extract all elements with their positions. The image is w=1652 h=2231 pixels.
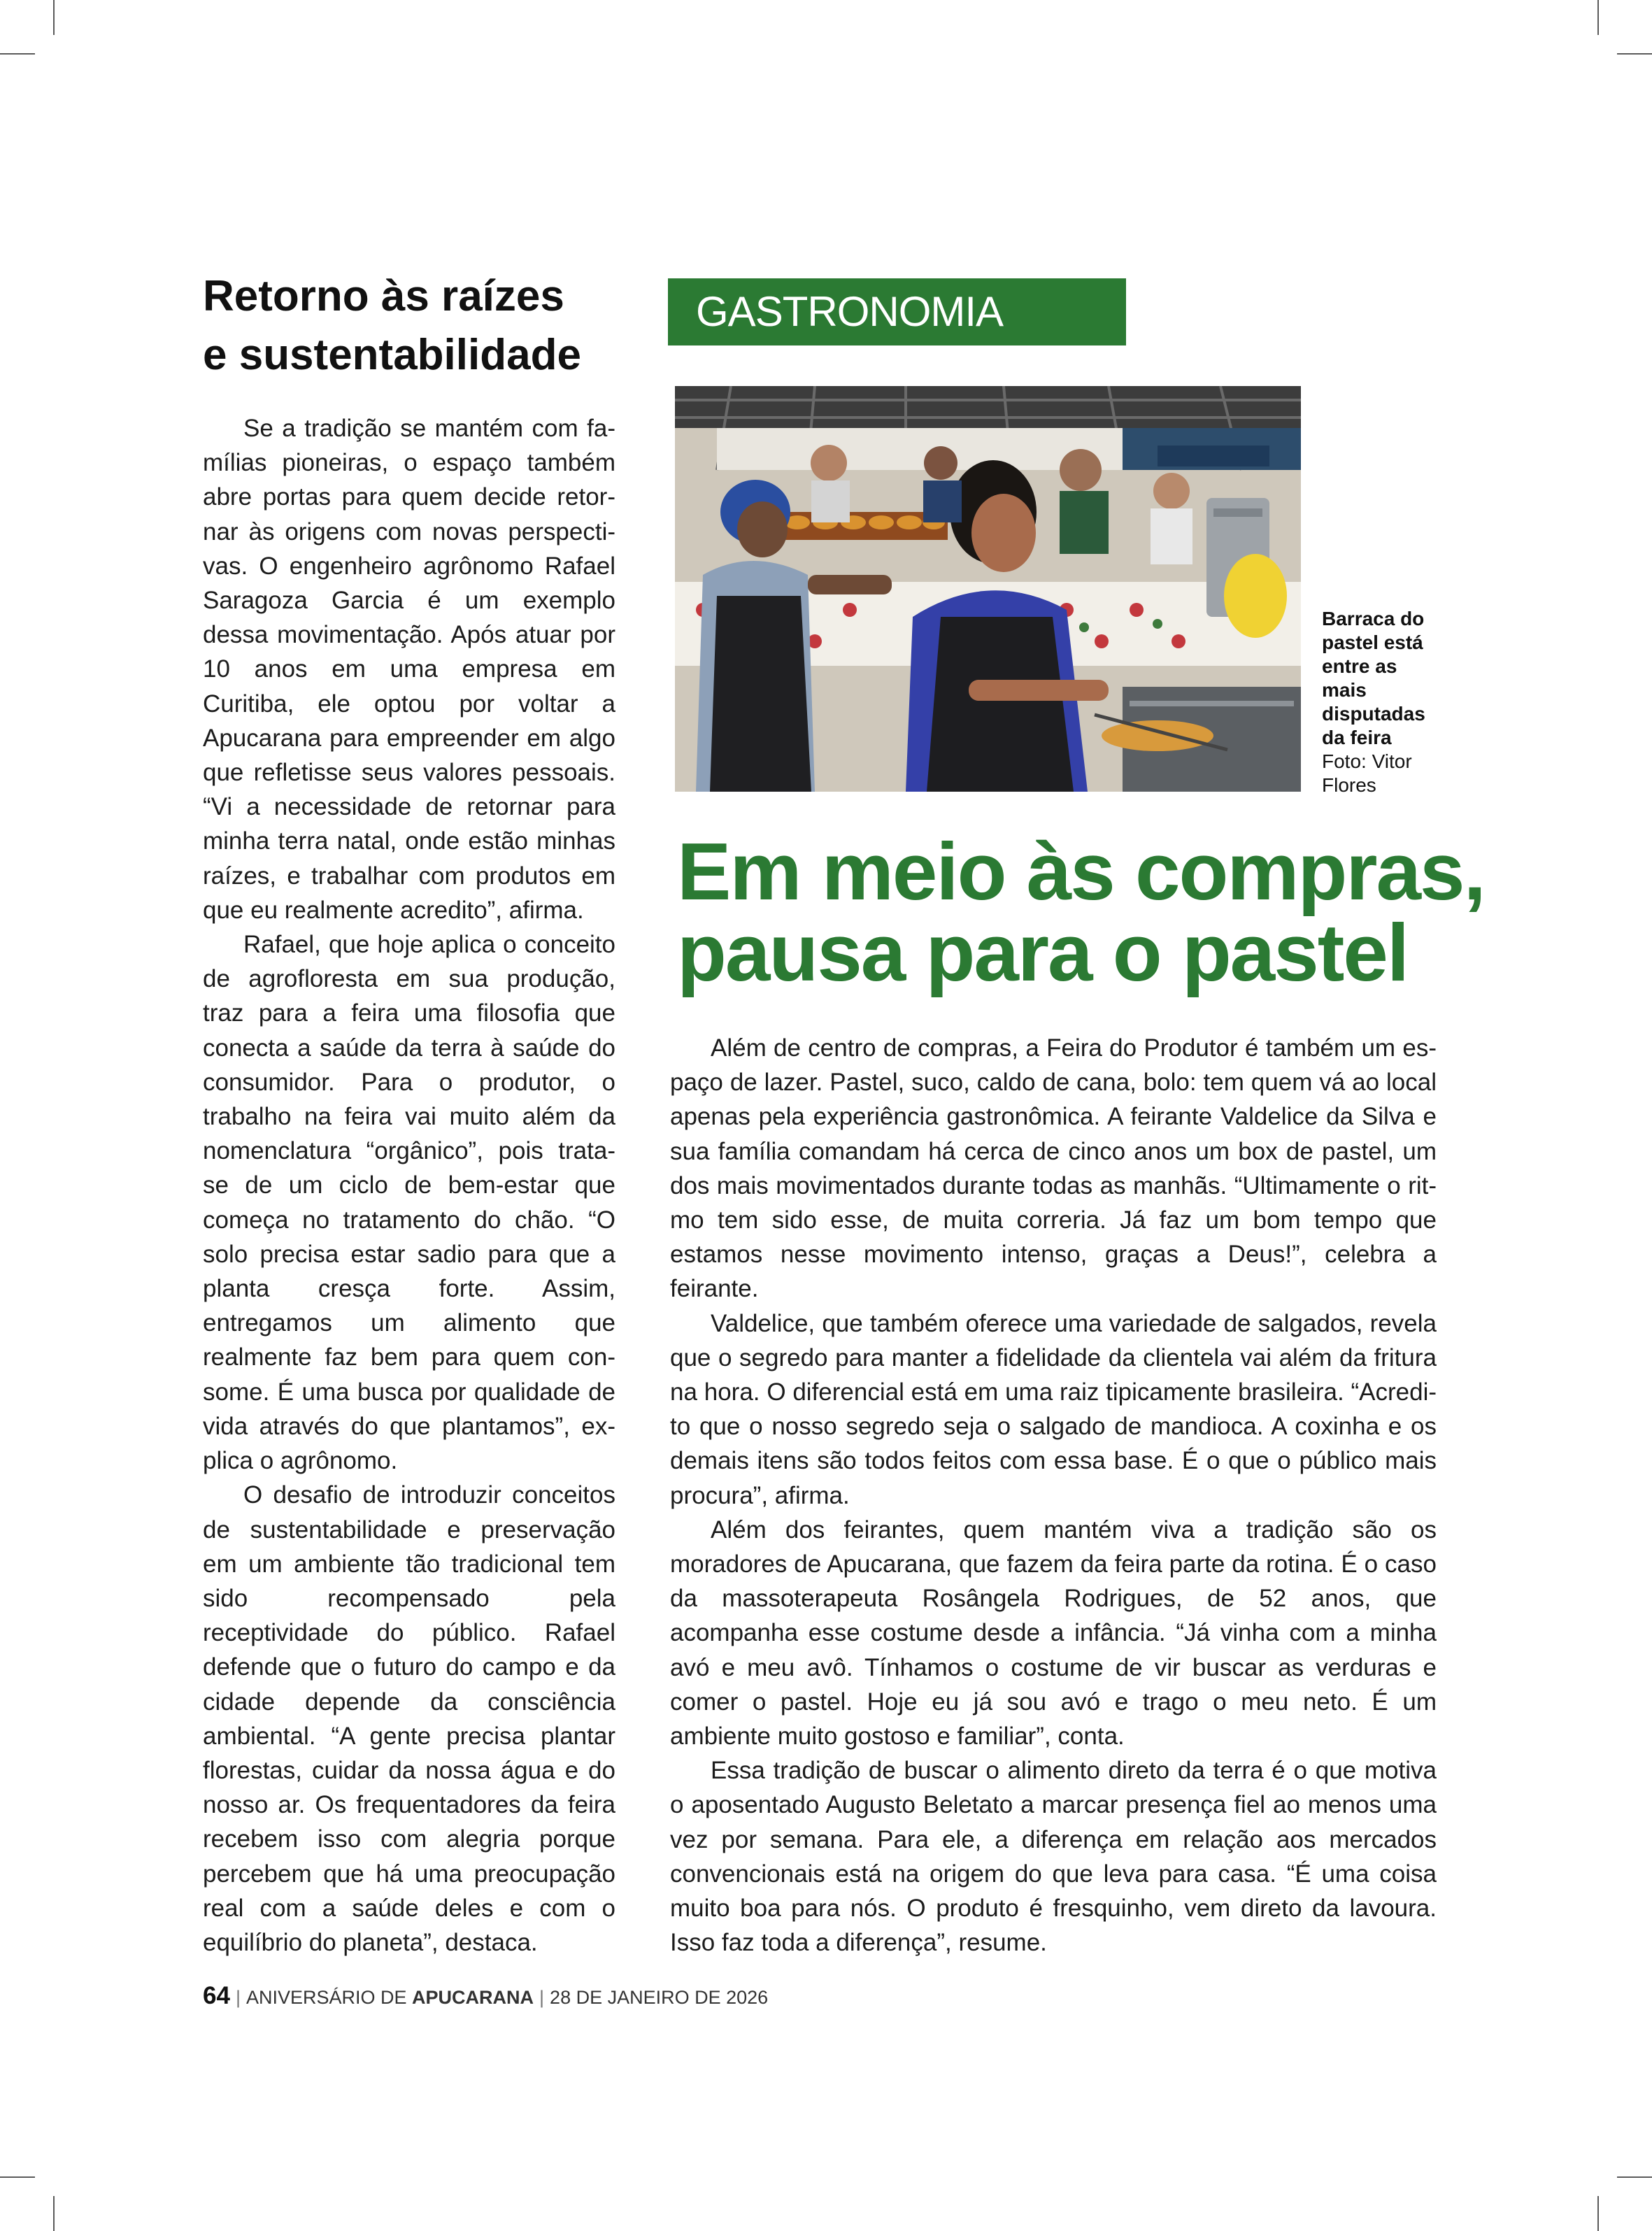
photo-credit: Foto: Vitor Flores — [1322, 750, 1412, 796]
main-paragraph: Valdelice, que também oferece uma variedade de salgados, revela que o segredo para manter a fidelidade da clientela vai além da fritura na hora. O diferencial está em uma raiz tipicamente brasileira. “Acredito que o nosso segredo seja o salgado de mandioca. A coxinha e os demais itens são todos feitos com essa base. É o que o público mais procura”, afirma. — [670, 1309, 1437, 1509]
crop-mark-bottom-right-v — [1597, 2196, 1599, 2231]
main-paragraph: Além de centro de compras, a Feira do Produtor é também um espaço de lazer. Pastel, suco, caldo de cana, bolo: tem quem vá ao local apenas pela experiência gastronômica. A feirante Valdelice da Silva e sua família comandam há cerca de cinco anos um box de pastel, um dos mais movimentados durante todas as manhãs. “Ultimamente o ritmo tem sido esse, de muita correria. Já faz um bom tempo que estamos nesse movimento intenso, graças a Deus!”, celebra a feirante. — [670, 1034, 1437, 1303]
photo-caption-text: Barraca do pastel está entre as mais disputadas da feira — [1322, 608, 1425, 748]
crop-mark-top-left-h — [0, 53, 35, 55]
publication-city: APUCARANA — [412, 1987, 534, 2008]
left-paragraph: Rafael, que hoje aplica o conceito de agrofloresta em sua produção, traz para a feira uma filosofia que conecta a saúde da terra à saúde do consumidor. Para o produtor, o trabalho na feira vai muito além da nomenclatura “orgânico”, pois trata-se de um ciclo de bem-estar que começa no tratamento do chão. “O solo precisa estar sadio para que a planta cresça forte. Assim, entregamos um alimento que realmente faz bem para quem consome. É uma busca por qualidade de vida através do que plantamos”, explica o agrônomo. — [203, 931, 615, 1475]
section-tag: GASTRONOMIA — [668, 278, 1126, 345]
left-heading-line-1: Retorno às raízes — [203, 272, 564, 320]
article-photo — [675, 386, 1301, 792]
main-paragraph: Essa tradição de buscar o alimento direto da terra é o que motiva o aposentado Augusto Beletato a marcar presença fiel ao menos uma vez por semana. Para ele, a diferença em relação aos mercados convencionais está na origem do que leva para casa. “É uma coisa muito boa para nós. O produto é fresquinho, vem direto da lavoura. Isso faz toda a diferença”, resume. — [670, 1757, 1437, 1957]
main-article-body — [670, 1031, 1437, 1960]
page-number: 64 — [203, 1982, 230, 2009]
left-article-body — [203, 411, 615, 1960]
footer-separator: | — [539, 1987, 545, 2008]
left-heading-line-2: e sustentabilidade — [203, 331, 581, 379]
crop-mark-bottom-left-v — [53, 2196, 55, 2231]
page-footer — [203, 1982, 768, 2010]
crop-mark-top-left-v — [53, 0, 55, 35]
main-article-title — [677, 826, 1502, 998]
main-paragraph: Além dos feirantes, quem mantém viva a tradição são os moradores de Apucarana, que fazem da feira parte da rotina. É o caso da massoterapeuta Rosângela Rodrigues, de 52 anos, que acompanha esse costume desde a infância. “Já vinha com a minha avó e meu avô. Tínhamos o costume de vir buscar as verduras e comer o pastel. Hoje eu já sou avó e trago o meu neto. É um ambiente muito gostoso e familiar”, conta. — [670, 1516, 1437, 1751]
left-article-heading — [203, 267, 622, 385]
crop-mark-bottom-right-h — [1617, 2176, 1652, 2178]
main-title-line-2: pausa para o pastel — [677, 907, 1409, 998]
photo-caption — [1322, 607, 1427, 797]
publication-date: 28 DE JANEIRO DE 2026 — [550, 1987, 769, 2008]
crop-mark-top-right-h — [1617, 53, 1652, 55]
crop-mark-top-right-v — [1597, 0, 1599, 35]
left-paragraph: O desafio de introduzir conceitos de sustentabilidade e preservação em um ambiente tão tradicional tem sido recompensado pela receptividade do público. Rafael defende que o futuro do campo e da cidade depende da consciência ambiental. “A gente precisa plantar florestas, cuidar da nossa água e do nosso ar. Os frequentadores da feira recebem isso com alegria porque percebem que há uma preocupação real com a saúde deles e com o equilíbrio do planeta”, destaca. — [203, 1481, 615, 1956]
publication-prefix: ANIVERSÁRIO DE — [245, 1987, 407, 2008]
footer-separator: | — [235, 1987, 241, 2008]
left-paragraph: Se a tradição se mantém com famílias pioneiras, o espaço também abre portas para quem decide retornar às origens com novas perspectivas. O engenheiro agrônomo Rafael Saragoza Garcia é um exemplo dessa movimentação. Após atuar por 10 anos em uma empresa em Curitiba, ele optou por voltar a Apucarana para empreender em algo que refletisse seus valores pessoais. “Vi a necessidade de retornar para minha terra natal, onde estão minhas raízes, e trabalhar com produtos em que eu realmente acredito”, afirma. — [203, 415, 615, 924]
main-title-line-1: Em meio às compras, — [677, 826, 1485, 917]
crop-mark-bottom-left-h — [0, 2176, 35, 2178]
